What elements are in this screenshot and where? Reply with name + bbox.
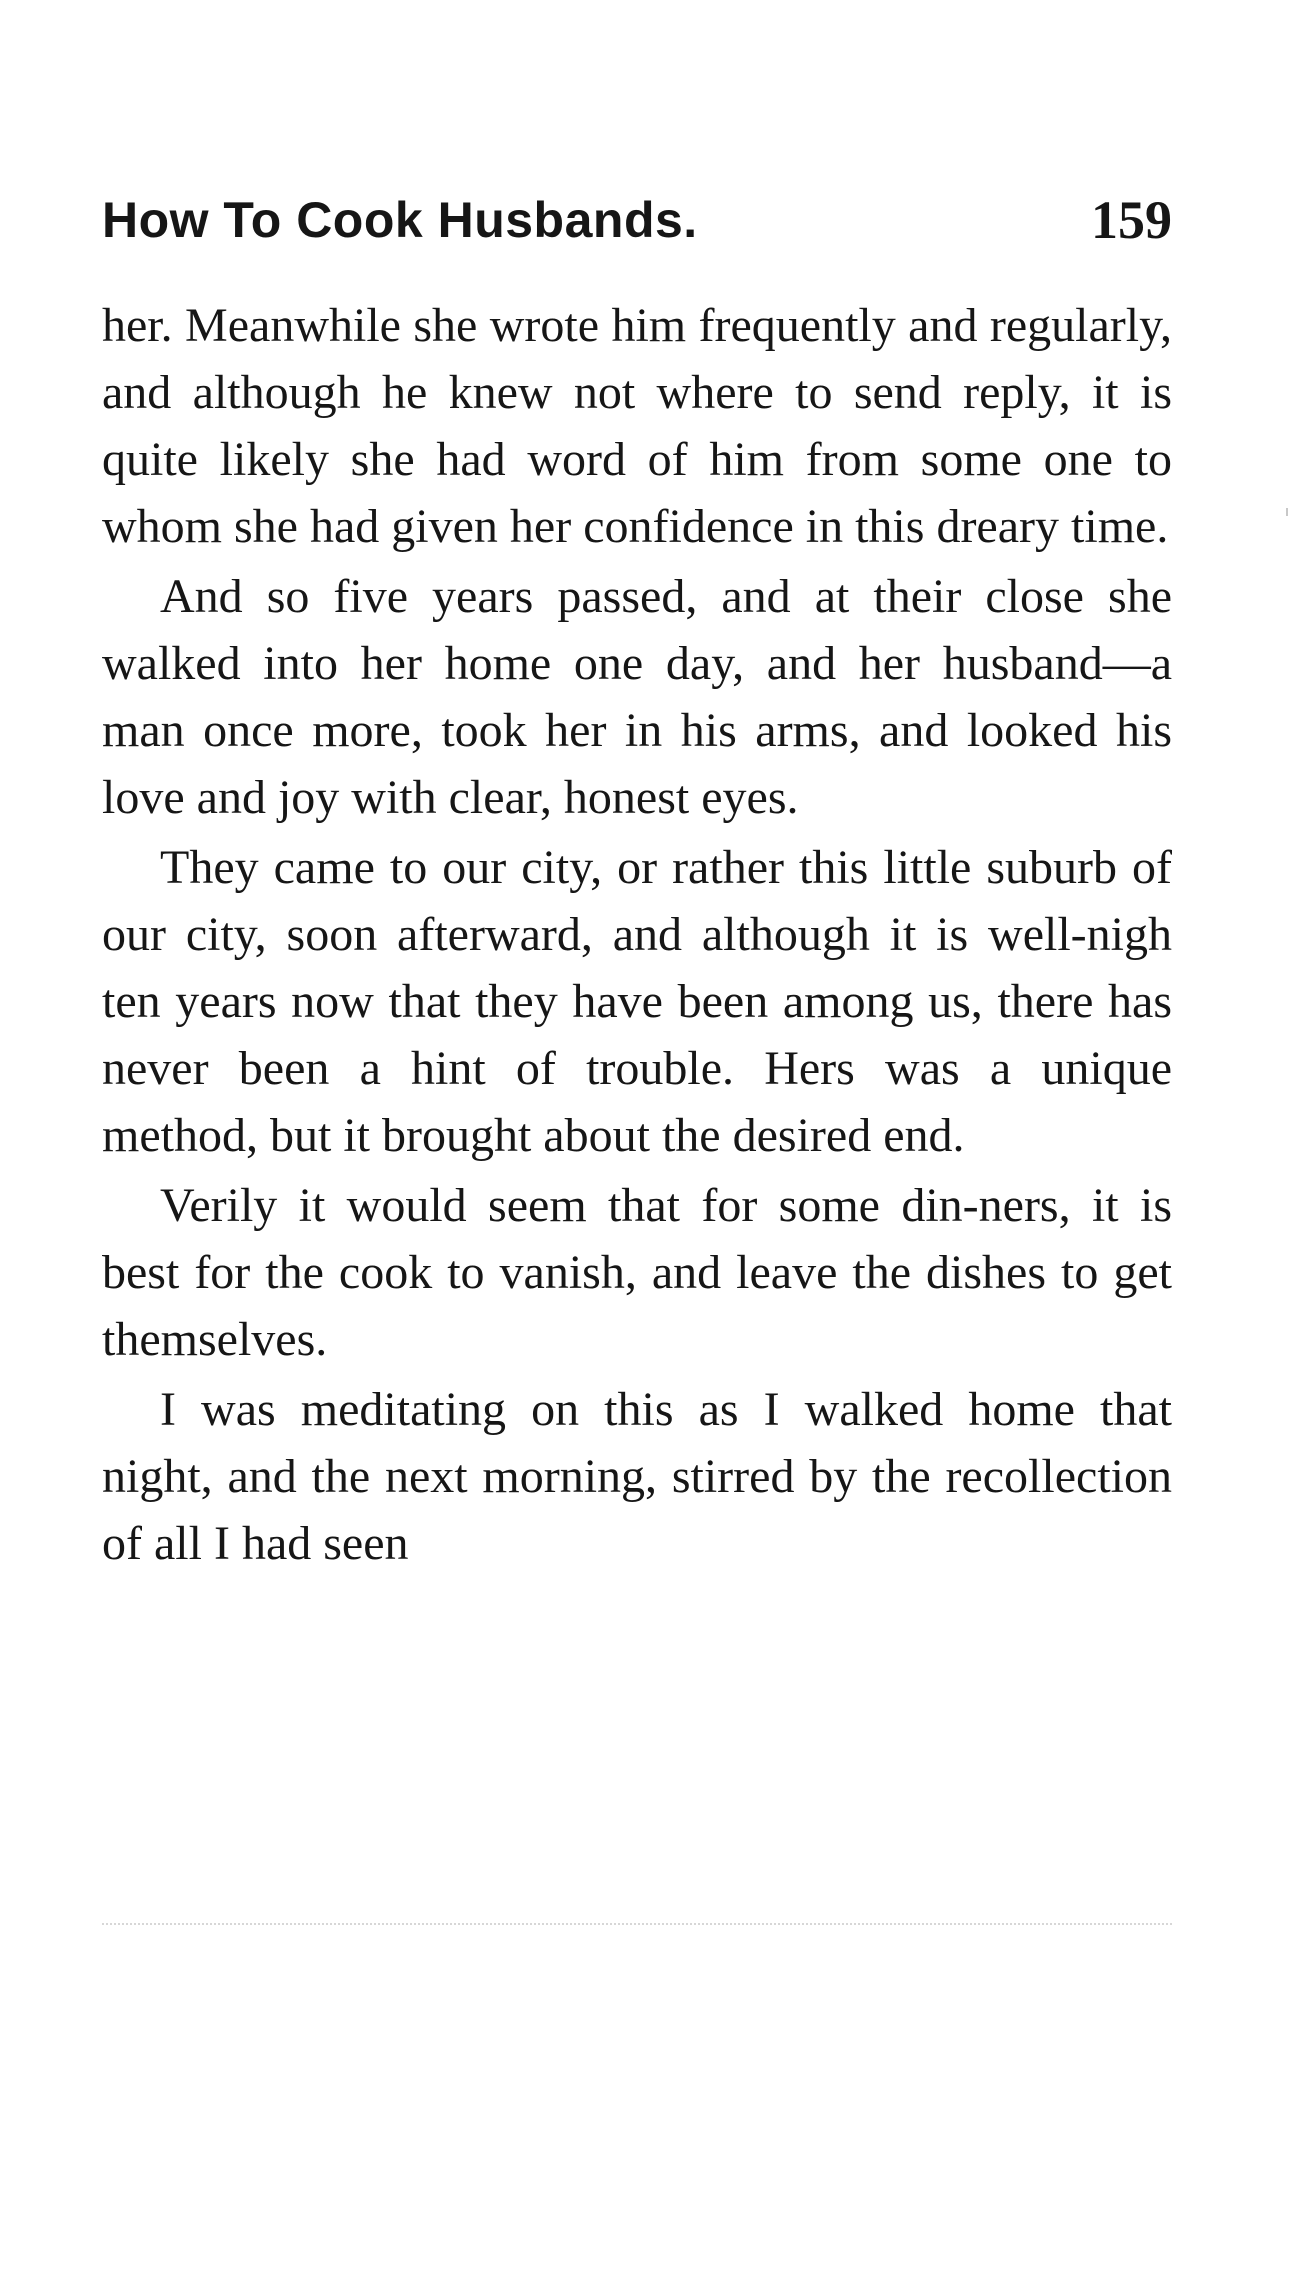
- paragraph-3: They came to our city, or rather this little suburb of our city, soon afterward, and although it is well-nigh ten years now that they have been among us, there has never been a hint of trouble. Hers was a unique method, but it brought about the desired end.: [102, 841, 1172, 1162]
- running-title: How To Cook Husbands.: [102, 192, 698, 248]
- paragraph-2: And so five years passed, and at their close she walked into her home one day, and her husband—a man once more, took her in his arms, and looked his love and joy with clear, honest eyes.: [102, 570, 1172, 824]
- scan-margin-mark: [1286, 508, 1288, 516]
- body-text: [102, 292, 1172, 1577]
- paragraph-5: I was meditating on this as I walked home that night, and the next morning, stirred by the recollection of all I had seen: [102, 1383, 1172, 1570]
- page-header: [102, 190, 1172, 250]
- page-number: 159: [1091, 190, 1172, 250]
- paragraph-1: her. Meanwhile she wrote him frequently and regularly, and although he knew not where to send reply, it is quite likely she had word of him from some one to whom she had given her confidence in this dreary time.: [102, 299, 1172, 553]
- scan-artifact-dots: [102, 1913, 1172, 1925]
- paragraph-4: Verily it would seem that for some din-ners, it is best for the cook to vanish, and leave the dishes to get themselves.: [102, 1179, 1172, 1366]
